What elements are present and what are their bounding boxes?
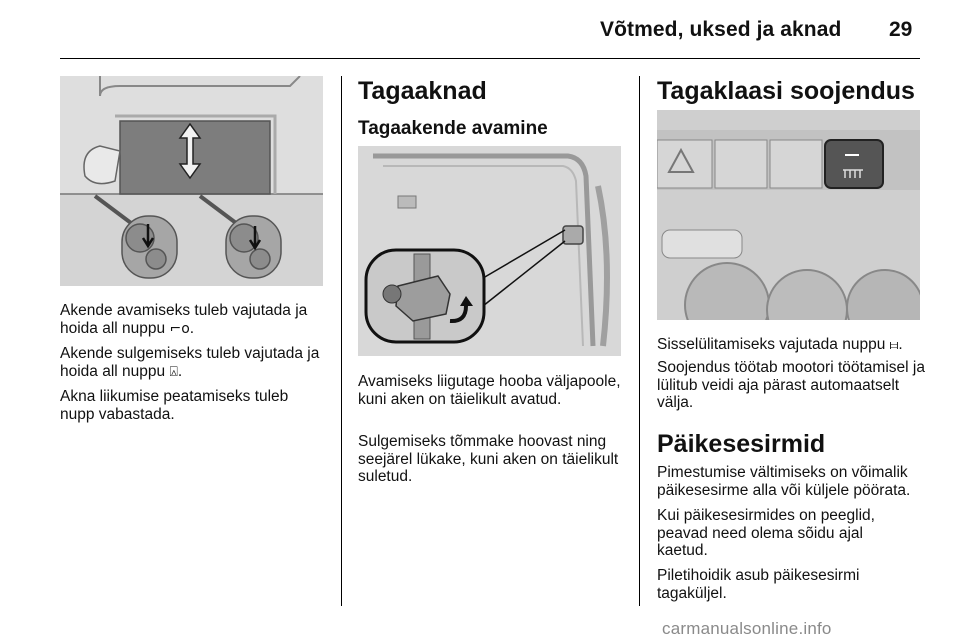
- right-paragraph-3: Pimestumise vältimiseks on võimalik päikesesirme alla või küljele pöörata.: [657, 464, 911, 499]
- heading-tagaaknad: Tagaaknad: [358, 77, 487, 105]
- right-paragraph-5: Piletihoidik asub päikesesirmi tagaküljel.: [657, 567, 860, 602]
- header-rule: [60, 58, 920, 59]
- page-header-title: Võtmed, uksed ja aknad: [600, 18, 842, 41]
- window-close-icon: ⍓: [169, 363, 178, 380]
- window-open-icon: ⌐o: [169, 320, 190, 337]
- watermark: carmanualsonline.info: [662, 619, 832, 638]
- right-paragraph-2: Soojendus töötab mootori töötamisel ja lülitub veidi aja pärast automaatselt välja.: [657, 359, 925, 411]
- figure-window-keys: [60, 76, 323, 286]
- column-divider-1: [341, 76, 342, 606]
- heading-tagaklaasi-soojendus: Tagaklaasi soojendus: [657, 77, 915, 105]
- page-number: 29: [889, 18, 913, 41]
- column-divider-2: [639, 76, 640, 606]
- left-paragraph-3: Akna liikumise peatamiseks tuleb nupp vabastada.: [60, 388, 289, 423]
- subheading-tagaakende-avamine: Tagaakende avamine: [358, 118, 548, 139]
- figure-rear-window-latch: [358, 146, 621, 356]
- right-paragraph-1: Sisselülitamiseks vajutada nuppu ⧦.: [657, 336, 903, 353]
- middle-paragraph-2: Sulgemiseks tõmmake hoovast ning seejärel lükake, kuni aken on täielikult suletud.: [358, 433, 619, 485]
- figure-rear-defroster-button: [657, 110, 920, 320]
- right-paragraph-4: Kui päikesesirmides on peeglid, peavad need olema sõidu ajal kaetud.: [657, 507, 875, 559]
- heading-paikesesirmid: Päikesesirmid: [657, 430, 826, 458]
- left-paragraph-1: Akende avamiseks tuleb vajutada ja hoida all nuppu ⌐o.: [60, 302, 308, 337]
- middle-paragraph-1: Avamiseks liigutage hooba väljapoole, kuni aken on täielikult avatud.: [358, 373, 621, 408]
- rear-defroster-icon: ⧦: [889, 337, 899, 353]
- left-paragraph-2: Akende sulgemiseks tuleb vajutada ja hoida all nuppu ⍓.: [60, 345, 320, 380]
